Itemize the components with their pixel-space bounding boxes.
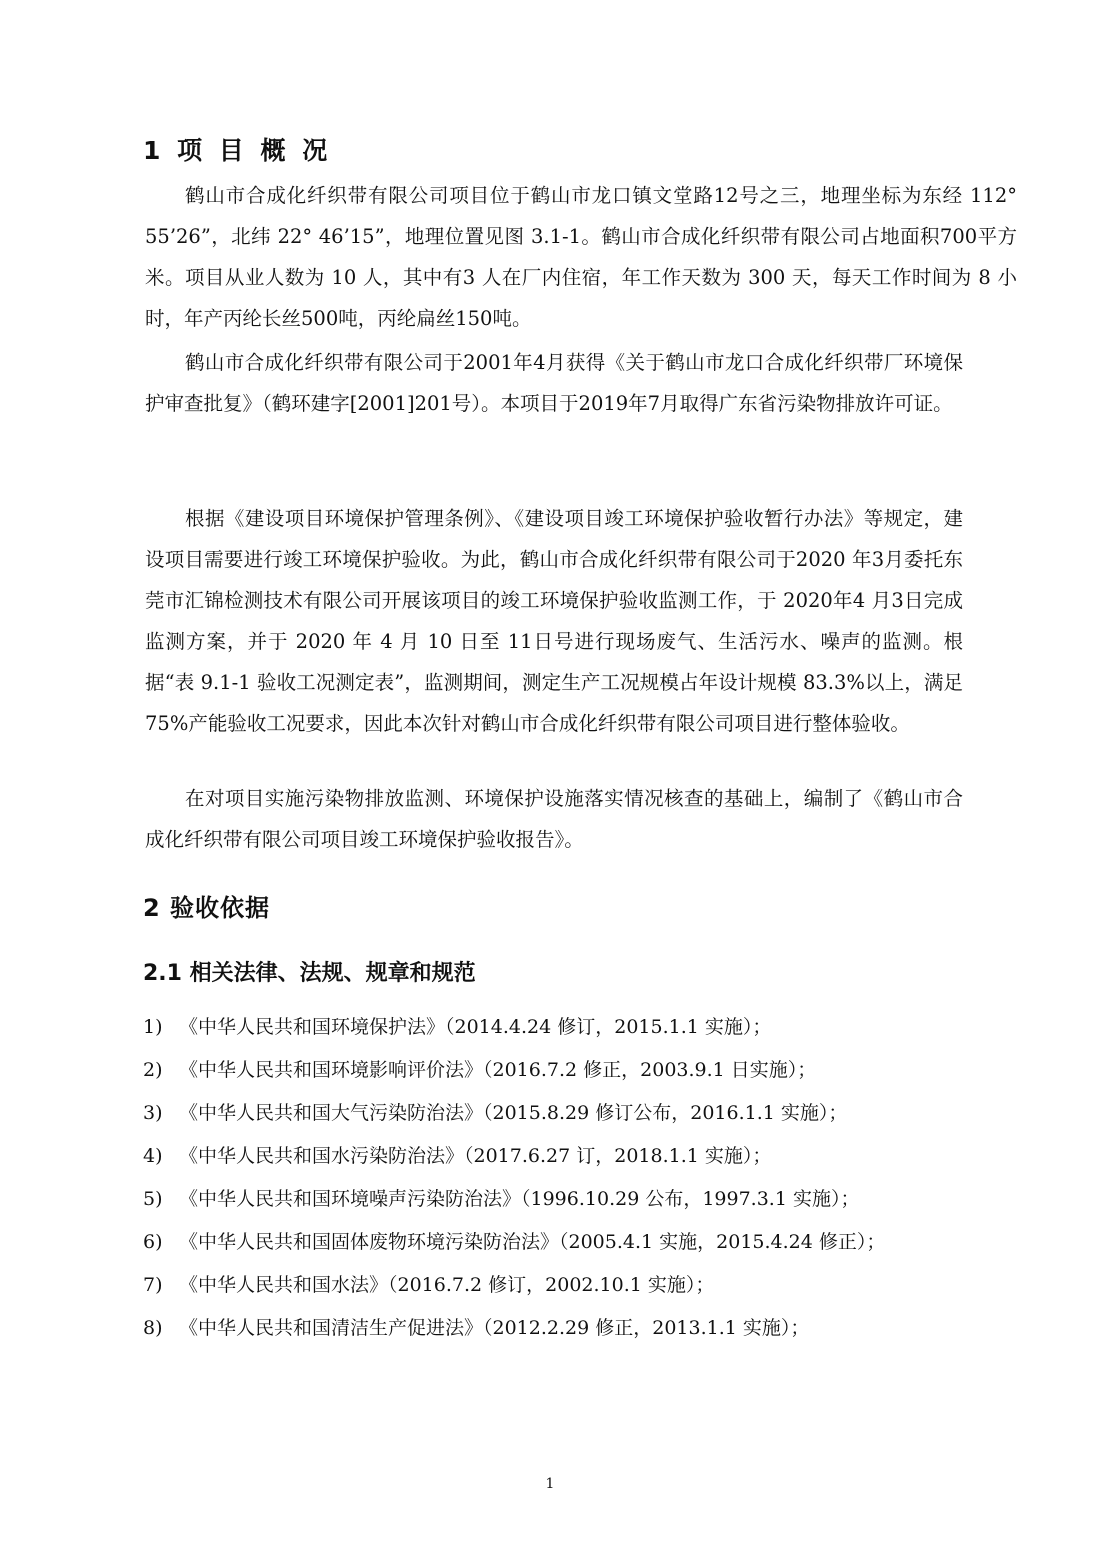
list-item-number: 1) (143, 1016, 163, 1038)
list-item (143, 1264, 1003, 1307)
list-item (143, 1006, 1003, 1049)
subsection-heading-laws: 2.1 相关法律、法规、规章和规范 (143, 961, 476, 986)
list-item-number: 2) (143, 1059, 163, 1081)
page-number: 1 (545, 1476, 555, 1492)
list-item (143, 1135, 1003, 1178)
list-item-number: 5) (143, 1188, 163, 1210)
list-item (143, 1307, 1003, 1350)
section-heading-project-overview: 1 项 目 概 况 (143, 136, 332, 165)
list-item-number: 3) (143, 1102, 163, 1124)
laws-list (143, 1006, 1003, 1350)
list-item-text: 《中华人民共和国环境噪声污染防治法》（1996.10.29 公布，1997.3.1 实施）； (179, 1188, 860, 1210)
list-item-text: 《中华人民共和国环境影响评价法》（2016.7.2 修正，2003.9.1 日实施）； (179, 1059, 817, 1081)
list-item-number: 4) (143, 1145, 163, 1167)
list-item-text: 《中华人民共和国环境保护法》（2014.4.24 修订，2015.1.1 实施）； (179, 1016, 772, 1038)
list-item-number: 8) (143, 1317, 163, 1339)
list-item-text: 《中华人民共和国固体废物环境污染防治法》（2005.4.1 实施，2015.4.24 修正）； (179, 1231, 886, 1253)
list-item (143, 1178, 1003, 1221)
overview-paragraph-3: 根据《建设项目环境保护管理条例》、《建设项目竣工环境保护验收暂行办法》等规定，建设项目需要进行竣工环境保护验收。为此，鹤山市合成化纤织带有限公司于2020 年3月委托东莞市汇锦检测技术有限公司开展该项目的竣工环境保护验收监测工作，于 2020年4 月3日完成监测方案，并于 2020 年 4 月 10 日至 11日号进行现场废气、生活污水、噪声的监测。根据“表 9.1-1 验收工况测定表”，监测期间，测定生产工况规模占年设计规模 83.3%以上，满足 75%产能验收工况要求，因此本次针对鹤山市合成化纤织带有限公司项目进行整体验收。 (145, 507, 963, 735)
list-item-text: 《中华人民共和国水法》（2016.7.2 修订，2002.10.1 实施）； (179, 1274, 715, 1296)
list-item (143, 1221, 1003, 1264)
list-item-text: 《中华人民共和国大气污染防治法》（2015.8.29 修订公布，2016.1.1 实施）； (179, 1102, 848, 1124)
list-item-text: 《中华人民共和国清洁生产促进法》（2012.2.29 修正，2013.1.1 实施）； (179, 1317, 810, 1339)
section-heading-acceptance-basis: 2 验收依据 (143, 894, 271, 922)
list-item (143, 1092, 1003, 1135)
list-item-number: 7) (143, 1274, 163, 1296)
overview-paragraph-2: 鹤山市合成化纤织带有限公司于2001年4月获得《关于鹤山市龙口合成化纤织带厂环境保护审查批复》（鹤环建字[2001]201号）。本项目于2019年7月取得广东省污染物排放许可证。 (145, 351, 963, 415)
list-item (143, 1049, 1003, 1092)
list-item-number: 6) (143, 1231, 163, 1253)
overview-paragraph-4: 在对项目实施污染物排放监测、环境保护设施落实情况核查的基础上，编制了《鹤山市合成化纤织带有限公司项目竣工环境保护验收报告》。 (145, 787, 963, 851)
list-item-text: 《中华人民共和国水污染防治法》（2017.6.27 订，2018.1.1 实施）； (179, 1145, 772, 1167)
overview-paragraph-1: 鹤山市合成化纤织带有限公司项目位于鹤山市龙口镇文堂路12号之三，地理坐标为东经 112° 55’26”，北纬 22° 46’15”，地理位置见图 3.1-1。鹤山市合成化纤织带有限公司占地面积700平方米。项目从业人数为 10 人，其中有3 人在厂内住宿，年工作天数为 300 天，每天工作时间为 8 小时，年产丙纶长丝500吨，丙纶扁丝150吨。 (145, 184, 1017, 330)
